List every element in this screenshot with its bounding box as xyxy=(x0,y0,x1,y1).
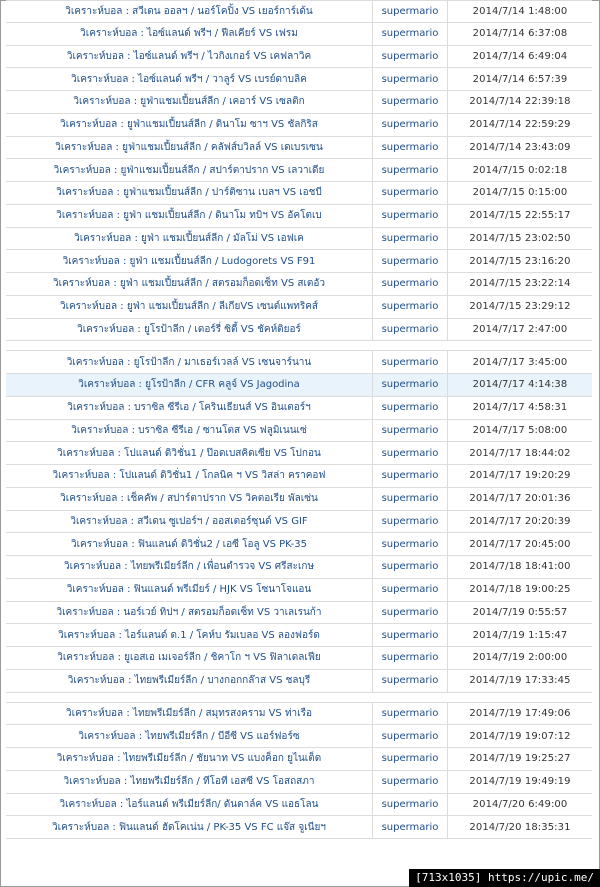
post-author-link[interactable]: supermario xyxy=(373,624,448,646)
post-title-link[interactable]: วิเคราะห์บอล : ยูฟ่า แชมเปี้ยนส์ลีก / สตรอมก็อดเซ็ท VS สเตอัว xyxy=(6,273,373,295)
post-timestamp: 2014/7/19 19:25:27 xyxy=(469,753,571,765)
table-row[interactable] xyxy=(6,351,592,374)
post-title-link[interactable]: วิเคราะห์บอล : ไทยพรีเมียร์ลีก / เพื่อนตำรวจ VS ศรีสะเกษ xyxy=(6,556,373,578)
table-row[interactable] xyxy=(6,703,592,726)
table-row[interactable] xyxy=(6,250,592,273)
post-author-link[interactable]: supermario xyxy=(373,511,448,533)
post-title-link[interactable]: วิเคราะห์บอล : ยูโรป้าลีก / CFR คลูจ์ VS Jagodina xyxy=(6,374,373,396)
group-separator xyxy=(6,693,592,703)
table-row[interactable] xyxy=(6,228,592,251)
post-title-link[interactable]: วิเคราะห์บอล : ไทยพรีเมียร์ลีก / ทีโอที เอสซี VS โอสถสภา xyxy=(6,771,373,793)
post-timestamp: 2014/7/19 17:33:45 xyxy=(469,675,571,687)
post-timestamp: 2014/7/18 19:00:25 xyxy=(469,584,571,596)
post-title-link[interactable]: วิเคราะห์บอล : ไทยพรีเมียร์ลีก / ชัยนาท VS แบงค็อก ยูไนเต็ด xyxy=(6,748,373,770)
post-title-link[interactable]: วิเคราะห์บอล : ไอร์แลนด์ ด.1 / โคห์บ รัมเบลอ VS ลองฟอร์ด xyxy=(6,624,373,646)
table-row[interactable] xyxy=(6,647,592,670)
post-title-link[interactable]: วิเคราะห์บอล : ยูโรป้าลีก / เดอร์รี่ ซิตี้ VS ชัคห์ติยอร์ xyxy=(6,319,373,341)
table-row[interactable] xyxy=(6,670,592,693)
table-row[interactable] xyxy=(6,397,592,420)
watermark: [713x1035] https://upic.me/ xyxy=(409,869,600,887)
post-title-link[interactable]: วิเคราะห์บอล : ไทยพรีเมียร์ลีก / สมุทรสงคราม VS ท่าเรือ xyxy=(6,703,373,725)
table-row[interactable] xyxy=(6,533,592,556)
table-row[interactable] xyxy=(6,556,592,579)
post-author-link[interactable]: supermario xyxy=(373,725,448,747)
table-row[interactable] xyxy=(6,488,592,511)
post-title-link[interactable]: วิเคราะห์บอล : ไอร์แลนด์ พรีเมียร์ลีก/ ดันดาล์ค VS แอธโลน xyxy=(6,794,373,816)
post-title-link[interactable]: วิเคราะห์บอล : ยูฟ่าแชมเปี้ยนส์ลีก / ดินาโม ซาฯ VS ชัลกิริส xyxy=(6,114,373,136)
post-author-link[interactable]: supermario xyxy=(373,771,448,793)
post-author-link[interactable]: supermario xyxy=(373,816,448,838)
post-timestamp: 2014/7/15 23:22:14 xyxy=(469,278,571,290)
post-title-link[interactable]: วิเคราะห์บอล : ฟินแลนด์ ดิวิชั่น2 / เอซี โอลู VS PK-35 xyxy=(6,533,373,555)
post-author-link[interactable]: supermario xyxy=(373,205,448,227)
post-title-link[interactable]: วิเคราะห์บอล : ยูฟ่าแชมเปี้ยนส์ลีก / เคอาร์ VS เซลติก xyxy=(6,91,373,113)
table-row[interactable] xyxy=(6,465,592,488)
post-author-link[interactable]: supermario xyxy=(373,556,448,578)
post-title-link[interactable]: วิเคราะห์บอล : บราซิล ซีรีเอ / ซานโตส VS ฟลูมิเนนเซ่ xyxy=(6,420,373,442)
post-author-link[interactable]: supermario xyxy=(373,114,448,136)
post-author-link[interactable]: supermario xyxy=(373,748,448,770)
post-author-link[interactable]: supermario xyxy=(373,374,448,396)
post-author-link[interactable]: supermario xyxy=(373,296,448,318)
post-timestamp: 2014/7/14 6:37:08 xyxy=(472,28,568,40)
post-author-link[interactable]: supermario xyxy=(373,273,448,295)
post-title-link[interactable]: วิเคราะห์บอล : บราซิล ซีรีเอ / โครินเธียนส์ VS อินเตอร์ฯ xyxy=(6,397,373,419)
post-title-link[interactable]: วิเคราะห์บอล : ยูฟ่าแชมเปี้ยนส์ลีก / คลัฟส์บวิลล์ VS เดเบรเซน xyxy=(6,137,373,159)
table-row[interactable] xyxy=(6,748,592,771)
post-timestamp: 2014/7/19 19:49:19 xyxy=(469,776,571,788)
post-title-link[interactable]: วิเคราะห์บอล : นอร์เวย์ ทิปฯ / สตรอมก็อดเซ็ท VS วาเลเรนก้า xyxy=(6,602,373,624)
post-timestamp: 2014/7/14 6:49:04 xyxy=(472,50,568,62)
post-title-link[interactable]: วิเคราะห์บอล : ยูฟ่าแชมเปี้ยนส์ลีก / ปาร์ติซาน เบลฯ VS เอชบี xyxy=(6,182,373,204)
post-timestamp: 2014/7/15 23:02:50 xyxy=(469,232,571,244)
table-row[interactable] xyxy=(6,137,592,160)
table-row[interactable] xyxy=(6,579,592,602)
post-title-link[interactable]: วิเคราะห์บอล : ฟินแลนด์ พรีเมียร์ / HJK VS โซนาโจแอน xyxy=(6,579,373,601)
post-timestamp: 2014/7/17 5:08:00 xyxy=(472,424,568,436)
post-author-link[interactable]: supermario xyxy=(373,159,448,181)
post-timestamp: 2014/7/15 0:02:18 xyxy=(472,164,568,176)
post-author-link[interactable]: supermario xyxy=(373,250,448,272)
post-author-link[interactable]: supermario xyxy=(373,397,448,419)
post-timestamp: 2014/7/15 22:55:17 xyxy=(469,210,571,222)
post-title-link[interactable]: วิเคราะห์บอล : ไทยพรีเมียร์ลีก / บีอีซี VS แอร์ฟอร์ซ xyxy=(6,725,373,747)
post-title-link[interactable]: วิเคราะห์บอล : ยูเอสเอ เมเจอร์ลีก / ชิคาโก ฯ VS ฟิลาเดลเฟีย xyxy=(6,647,373,669)
post-title-link[interactable]: วิเคราะห์บอล : โปแลนด์ ดิวิชั่น1 / โกลนิค ฯ VS วิสล่า คราคอฟ xyxy=(6,465,373,487)
post-timestamp: 2014/7/19 1:15:47 xyxy=(472,629,568,641)
post-title-link[interactable]: วิเคราะห์บอล : เช็คคัพ / สปาร์ตาปราก VS วิคตอเรีย พัลเซ่น xyxy=(6,488,373,510)
post-author-link[interactable]: supermario xyxy=(373,46,448,68)
post-timestamp: 2014/7/14 22:39:18 xyxy=(469,96,571,108)
post-timestamp: 2014/7/15 23:16:20 xyxy=(469,255,571,267)
post-title-link[interactable]: วิเคราะห์บอล : ยูฟ่า แชมเปี้ยนส์ลีก / ลีเกียVS เซนต์แพทริคส์ xyxy=(6,296,373,318)
table-row[interactable] xyxy=(6,794,592,817)
post-title-link[interactable]: วิเคราะห์บอล : สวีเดน ออลฯ / นอร์โคปิ้ง VS เยอร์การ์เด้น xyxy=(6,1,373,22)
post-timestamp: 2014/7/19 0:55:57 xyxy=(472,606,568,618)
post-author-link[interactable]: supermario xyxy=(373,442,448,464)
post-timestamp: 2014/7/17 4:14:38 xyxy=(472,379,568,391)
post-timestamp: 2014/7/17 3:45:00 xyxy=(472,356,568,368)
post-timestamp: 2014/7/14 23:43:09 xyxy=(469,141,571,153)
post-timestamp: 2014/7/14 22:59:29 xyxy=(469,119,571,131)
table-row[interactable] xyxy=(6,319,592,342)
post-title-link[interactable]: วิเคราะห์บอล : ไอซ์แลนด์ พรีฯ / ฟีลเคียร์ VS เฟรม xyxy=(6,23,373,45)
post-author-link[interactable]: supermario xyxy=(373,670,448,692)
post-timestamp: 2014/7/17 20:20:39 xyxy=(469,515,571,527)
post-author-link[interactable]: supermario xyxy=(373,91,448,113)
post-timestamp: 2014/7/15 23:29:12 xyxy=(469,301,571,313)
post-author-link[interactable]: supermario xyxy=(373,647,448,669)
table-row[interactable] xyxy=(6,0,592,23)
table-row[interactable] xyxy=(6,205,592,228)
post-author-link[interactable]: supermario xyxy=(373,602,448,624)
post-title-link[interactable]: วิเคราะห์บอล : ยูฟ่า แชมเปี้ยนส์ลีก / Ludogorets VS F91 xyxy=(6,250,373,272)
post-author-link[interactable]: supermario xyxy=(373,319,448,341)
post-title-link[interactable]: วิเคราะห์บอล : ยูฟ่าแชมเปี้ยนส์ลีก / สปาร์ตาปราก VS เลวาเดีย xyxy=(6,159,373,181)
table-row[interactable] xyxy=(6,273,592,296)
table-row[interactable] xyxy=(6,374,592,397)
table-row[interactable] xyxy=(6,420,592,443)
table-row[interactable] xyxy=(6,91,592,114)
post-author-link[interactable]: supermario xyxy=(373,794,448,816)
table-row[interactable] xyxy=(6,771,592,794)
table-row[interactable] xyxy=(6,725,592,748)
post-author-link[interactable]: supermario xyxy=(373,68,448,90)
post-title-link[interactable]: วิเคราะห์บอล : ยูโรป้าลีก / มาเธอร์เวลล์ VS เซนจาร์นาน xyxy=(6,351,373,373)
post-list-table xyxy=(6,0,592,839)
group-separator xyxy=(6,341,592,351)
table-row[interactable] xyxy=(6,442,592,465)
table-row[interactable] xyxy=(6,296,592,319)
post-timestamp: 2014/7/19 17:49:06 xyxy=(469,707,571,719)
table-row[interactable] xyxy=(6,46,592,69)
post-title-link[interactable]: วิเคราะห์บอล : ยูฟ่า แชมเปี้ยนส์ลีก / มัลโม่ VS เอฟเค xyxy=(6,228,373,250)
post-timestamp: 2014/7/19 19:07:12 xyxy=(469,730,571,742)
post-author-link[interactable]: supermario xyxy=(373,465,448,487)
post-timestamp: 2014/7/17 4:58:31 xyxy=(472,402,568,414)
post-timestamp: 2014/7/17 19:20:29 xyxy=(469,470,571,482)
post-author-link[interactable]: supermario xyxy=(373,1,448,22)
post-author-link[interactable]: supermario xyxy=(373,420,448,442)
post-timestamp: 2014/7/15 0:15:00 xyxy=(472,187,568,199)
post-title-link[interactable]: วิเคราะห์บอล : ฟินแลนด์ ฮัดโคเน่น / PK-35 VS FC แจ๊ส จูเนียฯ xyxy=(6,816,373,838)
post-author-link[interactable]: supermario xyxy=(373,137,448,159)
post-timestamp: 2014/7/20 6:49:00 xyxy=(472,798,568,810)
table-row[interactable] xyxy=(6,68,592,91)
post-timestamp: 2014/7/17 18:44:02 xyxy=(469,447,571,459)
post-author-link[interactable]: supermario xyxy=(373,228,448,250)
table-row[interactable] xyxy=(6,816,592,839)
table-row[interactable] xyxy=(6,182,592,205)
post-author-link[interactable]: supermario xyxy=(373,703,448,725)
post-title-link[interactable]: วิเคราะห์บอล : ไอซ์แลนด์ พรีฯ / วาลูร์ VS เบรย์ดาบลิค xyxy=(6,68,373,90)
table-row[interactable] xyxy=(6,114,592,137)
post-title-link[interactable]: วิเคราะห์บอล : ไทยพรีเมียร์ลีก / บางกอกกล๊าส VS ชลบุรี xyxy=(6,670,373,692)
table-row[interactable] xyxy=(6,624,592,647)
post-author-link[interactable]: supermario xyxy=(373,351,448,373)
post-timestamp: 2014/7/19 2:00:00 xyxy=(472,652,568,664)
post-timestamp: 2014/7/20 18:35:31 xyxy=(469,821,571,833)
post-title-link[interactable]: วิเคราะห์บอล : ไอซ์แลนด์ พรีฯ / ไวกิงเกอร์ VS เคฟลาวิค xyxy=(6,46,373,68)
table-row[interactable] xyxy=(6,511,592,534)
post-title-link[interactable]: วิเคราะห์บอล : สวีเดน ซูเปอร์ฯ / ออสเตอร์ซุนด์ VS GIF xyxy=(6,511,373,533)
post-title-link[interactable]: วิเคราะห์บอล : ยูฟ่า แชมเปี้ยนส์ลีก / ดินาโม ทบิฯ VS อัคโตเบ xyxy=(6,205,373,227)
post-timestamp: 2014/7/17 20:01:36 xyxy=(469,493,571,505)
post-timestamp: 2014/7/17 2:47:00 xyxy=(472,323,568,335)
post-author-link[interactable]: supermario xyxy=(373,23,448,45)
post-timestamp: 2014/7/18 18:41:00 xyxy=(469,561,571,573)
post-author-link[interactable]: supermario xyxy=(373,182,448,204)
table-row[interactable] xyxy=(6,602,592,625)
post-timestamp: 2014/7/14 1:48:00 xyxy=(472,5,568,17)
post-title-link[interactable]: วิเคราะห์บอล : โปแลนด์ ดิวิชั่น1 / ป๊อดเบสคิดเซีย VS โปกอน xyxy=(6,442,373,464)
post-timestamp: 2014/7/17 20:45:00 xyxy=(469,538,571,550)
post-timestamp: 2014/7/14 6:57:39 xyxy=(472,73,568,85)
post-author-link[interactable]: supermario xyxy=(373,488,448,510)
table-row[interactable] xyxy=(6,159,592,182)
table-row[interactable] xyxy=(6,23,592,46)
post-author-link[interactable]: supermario xyxy=(373,579,448,601)
post-author-link[interactable]: supermario xyxy=(373,533,448,555)
